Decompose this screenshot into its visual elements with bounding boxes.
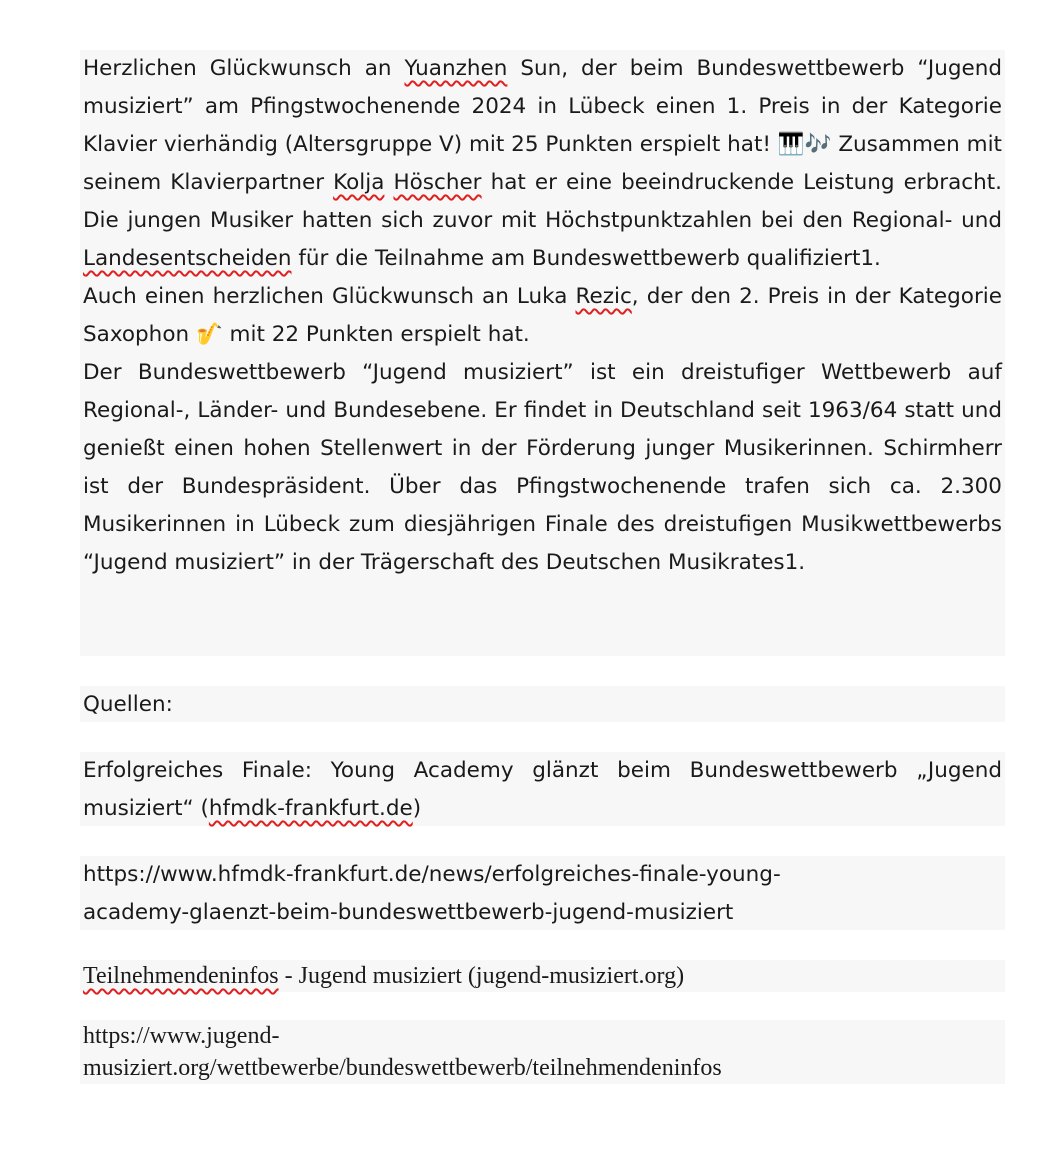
text-run: Auch einen herzlichen Glückwunsch an Luka	[83, 284, 576, 309]
saxophone-emoji-icon: 🎷	[195, 322, 223, 347]
spellcheck-word[interactable]: Höscher	[393, 170, 482, 195]
text-run: hat er eine beeindruckende Leistung erbracht. Die jungen Musiker hatten sich zuvor mit Höchstpunktzahlen bei den Regional- und	[83, 170, 1003, 233]
source-2-title-block	[80, 960, 1005, 992]
text-run: Herzlichen Glückwunsch an	[83, 56, 405, 81]
text-run: , der den 2. Preis in der Kategorie Saxophon	[83, 284, 1002, 347]
piano-music-emoji-icon: 🎹🎶	[777, 132, 832, 157]
source-1-title: Erfolgreiches Finale: Young Academy glänzt beim Bundeswettbewerb „Jugend musiziert“ (	[83, 758, 1002, 821]
spellcheck-word[interactable]: Kolja	[333, 170, 385, 195]
spellcheck-word[interactable]: Rezic	[575, 284, 632, 309]
source-1-url-block	[80, 856, 1005, 930]
spellcheck-word[interactable]: Landesentscheiden	[83, 246, 292, 271]
source-2-title-link[interactable]: Teilnehmendeninfos	[83, 963, 279, 989]
text-run: mit 22 Punkten erspielt hat.	[222, 322, 530, 347]
text-run: )	[412, 796, 422, 821]
source-2-url-block	[80, 1020, 1005, 1084]
paragraph-first-prize	[83, 50, 1002, 278]
text-run: Zusammen mit seinem Klavierpartner	[83, 132, 1002, 195]
source-1-url-line-2[interactable]: academy-glaenzt-beim-bundeswettbewerb-jugend-musiziert	[83, 900, 734, 925]
sources-heading-block	[80, 686, 1005, 722]
paragraph-competition-info: Der Bundeswettbewerb “Jugend musiziert” ist ein dreistufiger Wettbewerb auf Regional-, Länder- und Bundesebene. Er findet in Deutschland seit 1963/64 statt und genießt einen hohen Stellenwert in der Förderung junger Musikerinnen. Schirmherr ist der Bundespräsident. Über das Pfingstwochenende trafen sich ca. 2.300 Musikerinnen in Lübeck zum diesjährigen Finale des dreistufigen Musikwettbewerbs “Jugend musiziert” in der Trägerschaft des Deutschen Musikrates1.	[83, 360, 1002, 575]
source-1-site-link[interactable]: hfmdk-frankfurt.de	[208, 796, 413, 821]
text-run: Sun, der beim Bundeswettbewerb “Jugend musiziert” am Pfingstwochenende 2024 in Lübeck einen 1. Preis in der Kategorie Klavier vierhändig (Altersgruppe V) mit 25 Punkten erspielt hat!	[83, 56, 1002, 157]
text-run: für die Teilnahme am Bundeswettbewerb qualifiziert1.	[291, 246, 881, 271]
article-body	[80, 50, 1005, 656]
source-2-url-line-2[interactable]: musiziert.org/wettbewerbe/bundeswettbewerb/teilnehmendeninfos	[83, 1055, 722, 1081]
sources-heading: Quellen:	[83, 692, 173, 717]
paragraph-second-prize	[83, 278, 1002, 354]
source-2-title: - Jugend musiziert (jugend-musiziert.org)	[278, 963, 685, 989]
source-1-url-line-1[interactable]: https://www.hfmdk-frankfurt.de/news/erfolgreiches-finale-young-	[83, 862, 781, 887]
source-1-title-block	[80, 752, 1005, 826]
spellcheck-word[interactable]: Yuanzhen	[404, 56, 508, 81]
source-2-url-line-1[interactable]: https://www.jugend-	[83, 1023, 280, 1049]
